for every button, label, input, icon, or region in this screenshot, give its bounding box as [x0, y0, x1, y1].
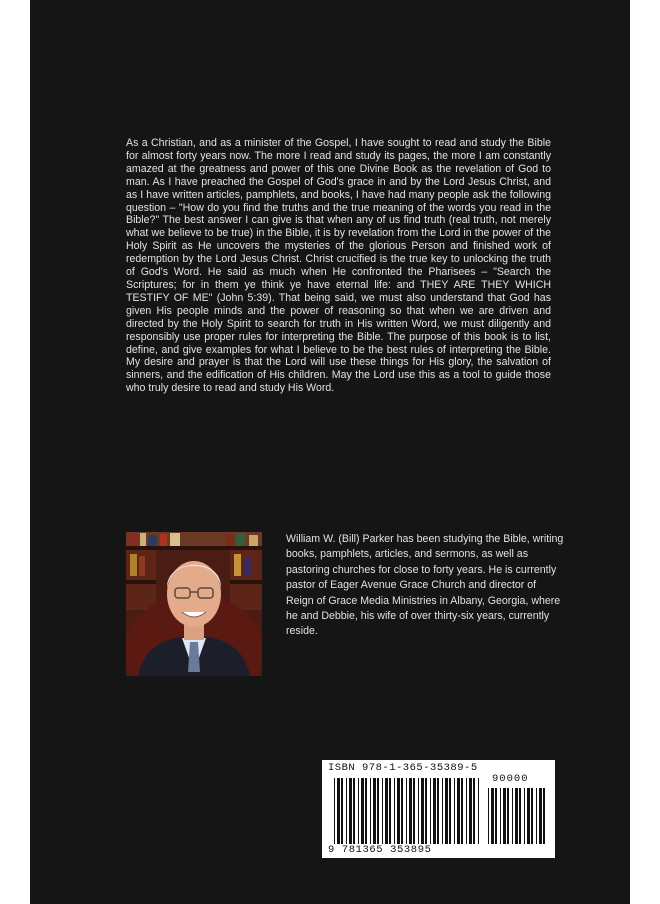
back-cover-blurb: As a Christian, and as a minister of the Gospel, I have sought to read and study the Bible for almost forty years now. The more I read and study its pages, the more I am constantly amazed at the greatness and power of this one Divine Book as the revelation of God to man. As I have preached the Gospel of God's grace in and by the Lord Jesus Christ, and as I have written articles, pamphlets, and books, I have had many people ask the following question – "How do you find the truths and the true meaning of the words you read in the Bible?" The best answer I can give is that when any of us find truth (real truth, not merely what we believe to be true) in the Bible, it is by revelation from the Lord in the power of the Holy Spirit as He uncovers the mysteries of the glorious Person and finished work of redemption by the Lord Jesus Christ. Christ crucified is the true key to unlocking the truth of God's Word. He said as much when He confronted the Pharisees – "Search the Scriptures; for in them ye think ye have eternal life: and THEY ARE THEY WHICH TESTIFY OF ME" (John 5:39). That being said, we must also understand that God has given His people minds and the power of reasoning so that when we are driven and directed by the Holy Spirit to search for truth in His written Word, we must diligently and responsibly use proper rules for interpreting the Bible. The purpose of this book is to list, define, and give examples for what I believe to be the best rules of interpreting the Bible. My desire and prayer is that the Lord will use these things for His glory, the salvation of sinners, and the edification of His children. May the Lord use this as a tool to guide those who truly desire to read and study His Word.: [126, 137, 551, 395]
isbn-label: ISBN 978-1-365-35389-5: [328, 762, 478, 774]
ean-digits: 9 781365 353895: [328, 844, 432, 856]
price-code: 90000: [492, 773, 529, 785]
isbn-barcode: [322, 760, 555, 858]
author-photo: [126, 532, 262, 676]
author-bio: William W. (Bill) Parker has been studying the Bible, writing books, pamphlets, articles, and sermons, as well as pastoring churches for close to forty years. He is currently pastor of Eager Avenue Grace Church and director of Reign of Grace Media Ministries in Albany, Georgia, where he and Debbie, his wife of over thirty-six years, currently reside.: [286, 533, 564, 638]
